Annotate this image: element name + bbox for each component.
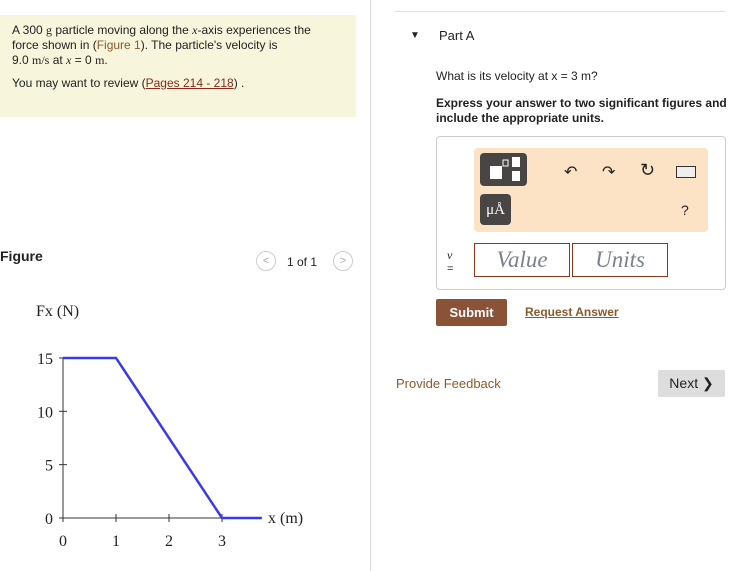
y-tick-label: 10 [37, 404, 53, 422]
pages-link[interactable]: Pages 214 - 218 [145, 76, 234, 90]
request-answer-link[interactable]: Request Answer [525, 305, 619, 319]
question-text: What is its velocity at x = 3 m? [436, 69, 598, 83]
part-title[interactable]: Part A [439, 28, 475, 43]
y-tick-label: 0 [45, 511, 53, 528]
undo-icon[interactable]: ↶ [564, 164, 578, 181]
x-tick-label: 3 [218, 533, 226, 550]
keyboard-icon[interactable] [676, 166, 696, 178]
x-tick-label: 0 [59, 533, 67, 550]
force-chart [0, 280, 360, 560]
help-icon[interactable]: ? [681, 202, 689, 218]
prev-figure-button[interactable]: < [256, 251, 276, 271]
submit-button[interactable]: Submit [436, 299, 507, 326]
collapse-icon[interactable]: ▼ [410, 30, 420, 41]
figure-pager: 1 of 1 [287, 255, 318, 269]
reset-icon[interactable]: ↻ [640, 160, 656, 180]
y-tick-label: 5 [45, 457, 53, 475]
divider [370, 0, 371, 571]
math-toolbar [474, 148, 708, 232]
x-tick-label: 2 [165, 533, 173, 550]
review-text: You may want to review (Pages 214 - 218) . [12, 76, 245, 90]
y-axis-label: Fx (N) [36, 303, 80, 320]
x-axis-label: x (m) [268, 510, 304, 527]
redo-icon[interactable]: ↷ [602, 164, 616, 181]
units-button[interactable]: μÅ [480, 194, 511, 225]
y-tick-label: 15 [37, 350, 53, 368]
units-input[interactable]: Units [572, 243, 668, 277]
variable-label: v [447, 248, 453, 262]
value-input[interactable]: Value [474, 243, 570, 277]
x-tick-label: 1 [112, 533, 120, 550]
force-line [63, 358, 262, 518]
equals-label: = [447, 263, 454, 275]
divider [395, 11, 725, 12]
figure-link[interactable]: Figure 1 [96, 38, 141, 52]
next-figure-button[interactable]: > [333, 251, 353, 271]
problem-intro [0, 15, 356, 117]
template-button[interactable] [480, 153, 527, 186]
provide-feedback-link[interactable]: Provide Feedback [396, 376, 501, 391]
next-button[interactable]: Next ❯ [658, 370, 725, 397]
instructions: Express your answer to two significant figures and include the appropriate units. [436, 96, 727, 125]
problem-text: A 300 g particle moving along the x-axis experiences the force shown in (Figure 1). The particle's velocity is 9.0 m/s at x = 0 m. [12, 23, 311, 67]
figure-label: Figure [0, 248, 43, 264]
